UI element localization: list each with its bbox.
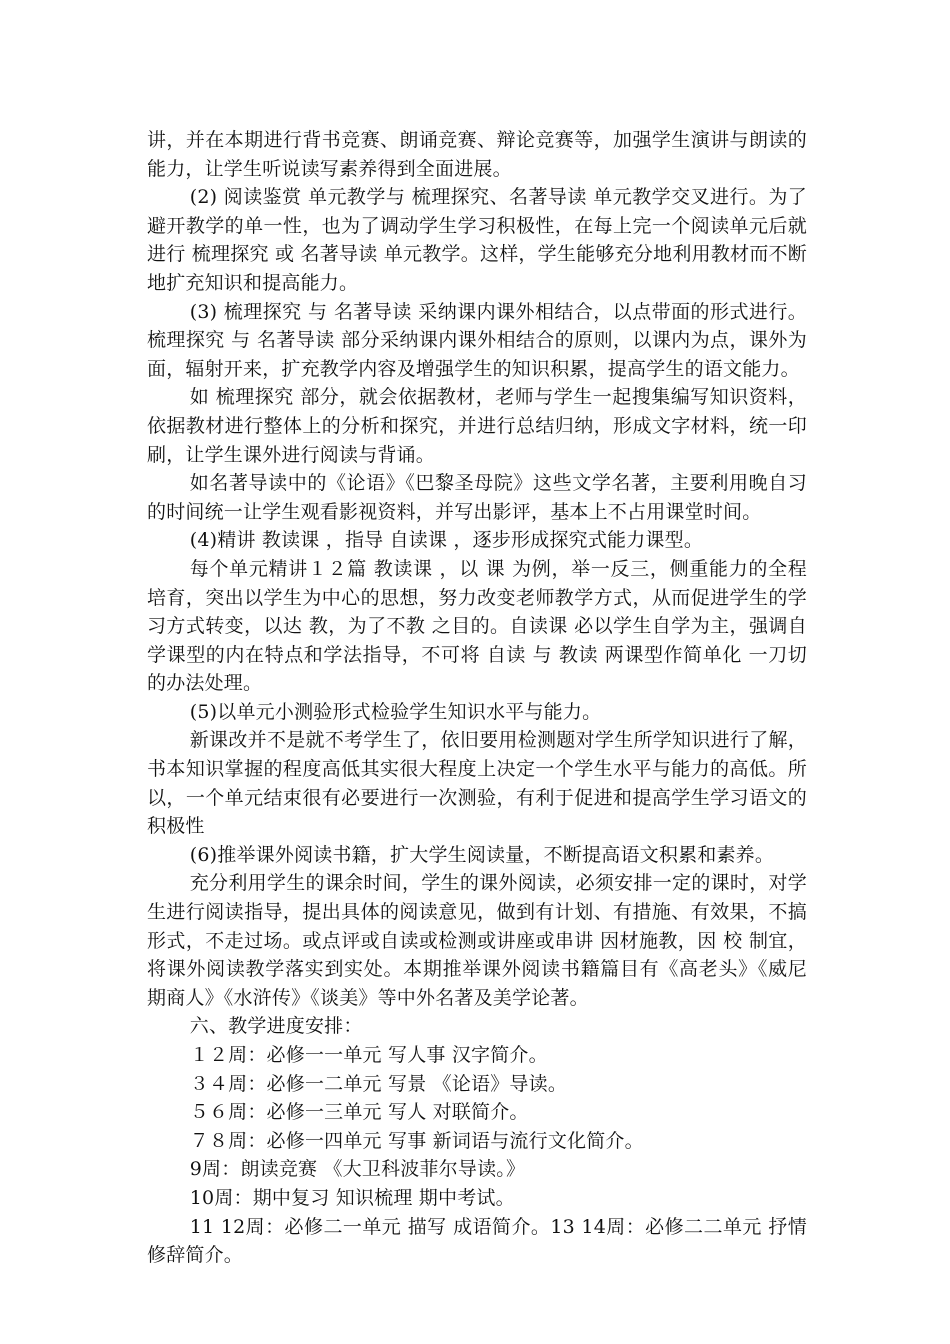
paragraph-intensive-teaching: (4)精讲 教读课 ，指导 自读课 ，逐步形成探究式能力课型。 — [189, 529, 704, 552]
paragraph-reading-appreciation: (2) 阅读鉴赏 单元教学与 梳理探究、名著导读 单元教学交叉进行。为了避开教学的单一性，也为了调动学生学习积极性，在每上完一个阅读单元后就进行 梳理探究 或 名著导读 单元教学。这样，学生能够充分地利用教材而不断地扩充知识和提高能力。 — [147, 186, 807, 294]
section-heading-schedule: 六、教学进度安排： — [189, 1015, 363, 1038]
paragraph-extracurricular-reading: 充分利用学生的课余时间，学生的课外阅读，必须安排一定的课时，对学生进行阅读指导，提出具体的阅读意见，做到有计划、有措施、有效果，不搞形式，不走过场。或点评或自读或检测或讲座或串讲 因材施教，因 校 制宜，将课外阅读教学落实到实处。本期推举课外阅读书籍篇目有《高老头》《威尼期商人》《水浒传》《谈美》等中外名著及美学论著。 — [147, 872, 807, 1009]
document-body — [147, 126, 807, 1270]
paragraph-unit-teaching: 每个单元精讲１２篇 教读课 ，以 课 为例，举一反三，侧重能力的全程培育，突出以学生为中心的思想，努力改变老师教学方式，从而促进学生的学习方式转变，以达 教，为了不教 之目的。自读课 必以学生自学为主，强调自学课型的内在特点和学法指导，不可将 自读 与 教读 两课型作简单化 一刀切 的办法处理。 — [147, 557, 807, 695]
schedule-item: １２周：必修一一单元 写人事 汉字简介。 — [189, 1044, 548, 1066]
paragraph-recommended-reading: (6)推举课外阅读书籍，扩大学生阅读量，不断提高语文积累和素养。 — [189, 843, 775, 866]
paragraph-unit-quiz: (5)以单元小测验形式检验学生知识水平与能力。 — [189, 700, 602, 723]
schedule-item: 11 12周：必修二一单元 描写 成语简介。13 14周：必修二二单元 抒情 修辞简介。 — [147, 1215, 807, 1267]
schedule-item: 10周：期中复习 知识梳理 期中考试。 — [189, 1186, 515, 1209]
schedule-item: 9周：朗读竞赛 《大卫科波菲尔导读。》 — [189, 1158, 526, 1181]
paragraph-inquiry-classics: (3) 梳理探究 与 名著导读 采纳课内课外相结合，以点带面的形式进行。 梳理探究 与 名著导读 部分采纳课内课外相结合的原则，以课内为点，课外为面，辐射开来，扩充教学内容及增强学生的知识积累，提高学生的语文能力。 — [147, 300, 807, 380]
paragraph-inquiry-example: 如 梳理探究 部分，就会依据教材，老师与学生一起搜集编写知识资料，依据教材进行整体上的分析和探究，并进行总结归纳，形成文字材料，统一印刷，让学生课外进行阅读与背诵。 — [147, 386, 807, 466]
schedule-item: ７８周：必修一四单元 写事 新词语与流行文化简介。 — [189, 1129, 644, 1152]
paragraph-continuation: 讲，并在本期进行背书竞赛、朗诵竞赛、辩论竞赛等，加强学生演讲与朗读的能力，让学生听说读写素养得到全面进展。 — [147, 129, 807, 180]
schedule-item: ３４周：必修一二单元 写景 《论语》导读。 — [189, 1072, 568, 1095]
paragraph-classics-example: 如名著导读中的《论语》《巴黎圣母院》这些文学名著，主要利用晚自习的时间统一让学生观看影视资料，并写出影评，基本上不占用课堂时间。 — [147, 472, 807, 523]
schedule-item: ５６周：必修一三单元 写人 对联简介。 — [189, 1101, 529, 1124]
paragraph-quiz-rationale: 新课改并不是就不考学生了，依旧要用检测题对学生所学知识进行了解，书本知识掌握的程度高低其实很大程度上决定一个学生水平与能力的高低。所以，一个单元结束很有必要进行一次测验，有利于促进和提高学生学习语文的积极性 — [147, 729, 807, 838]
